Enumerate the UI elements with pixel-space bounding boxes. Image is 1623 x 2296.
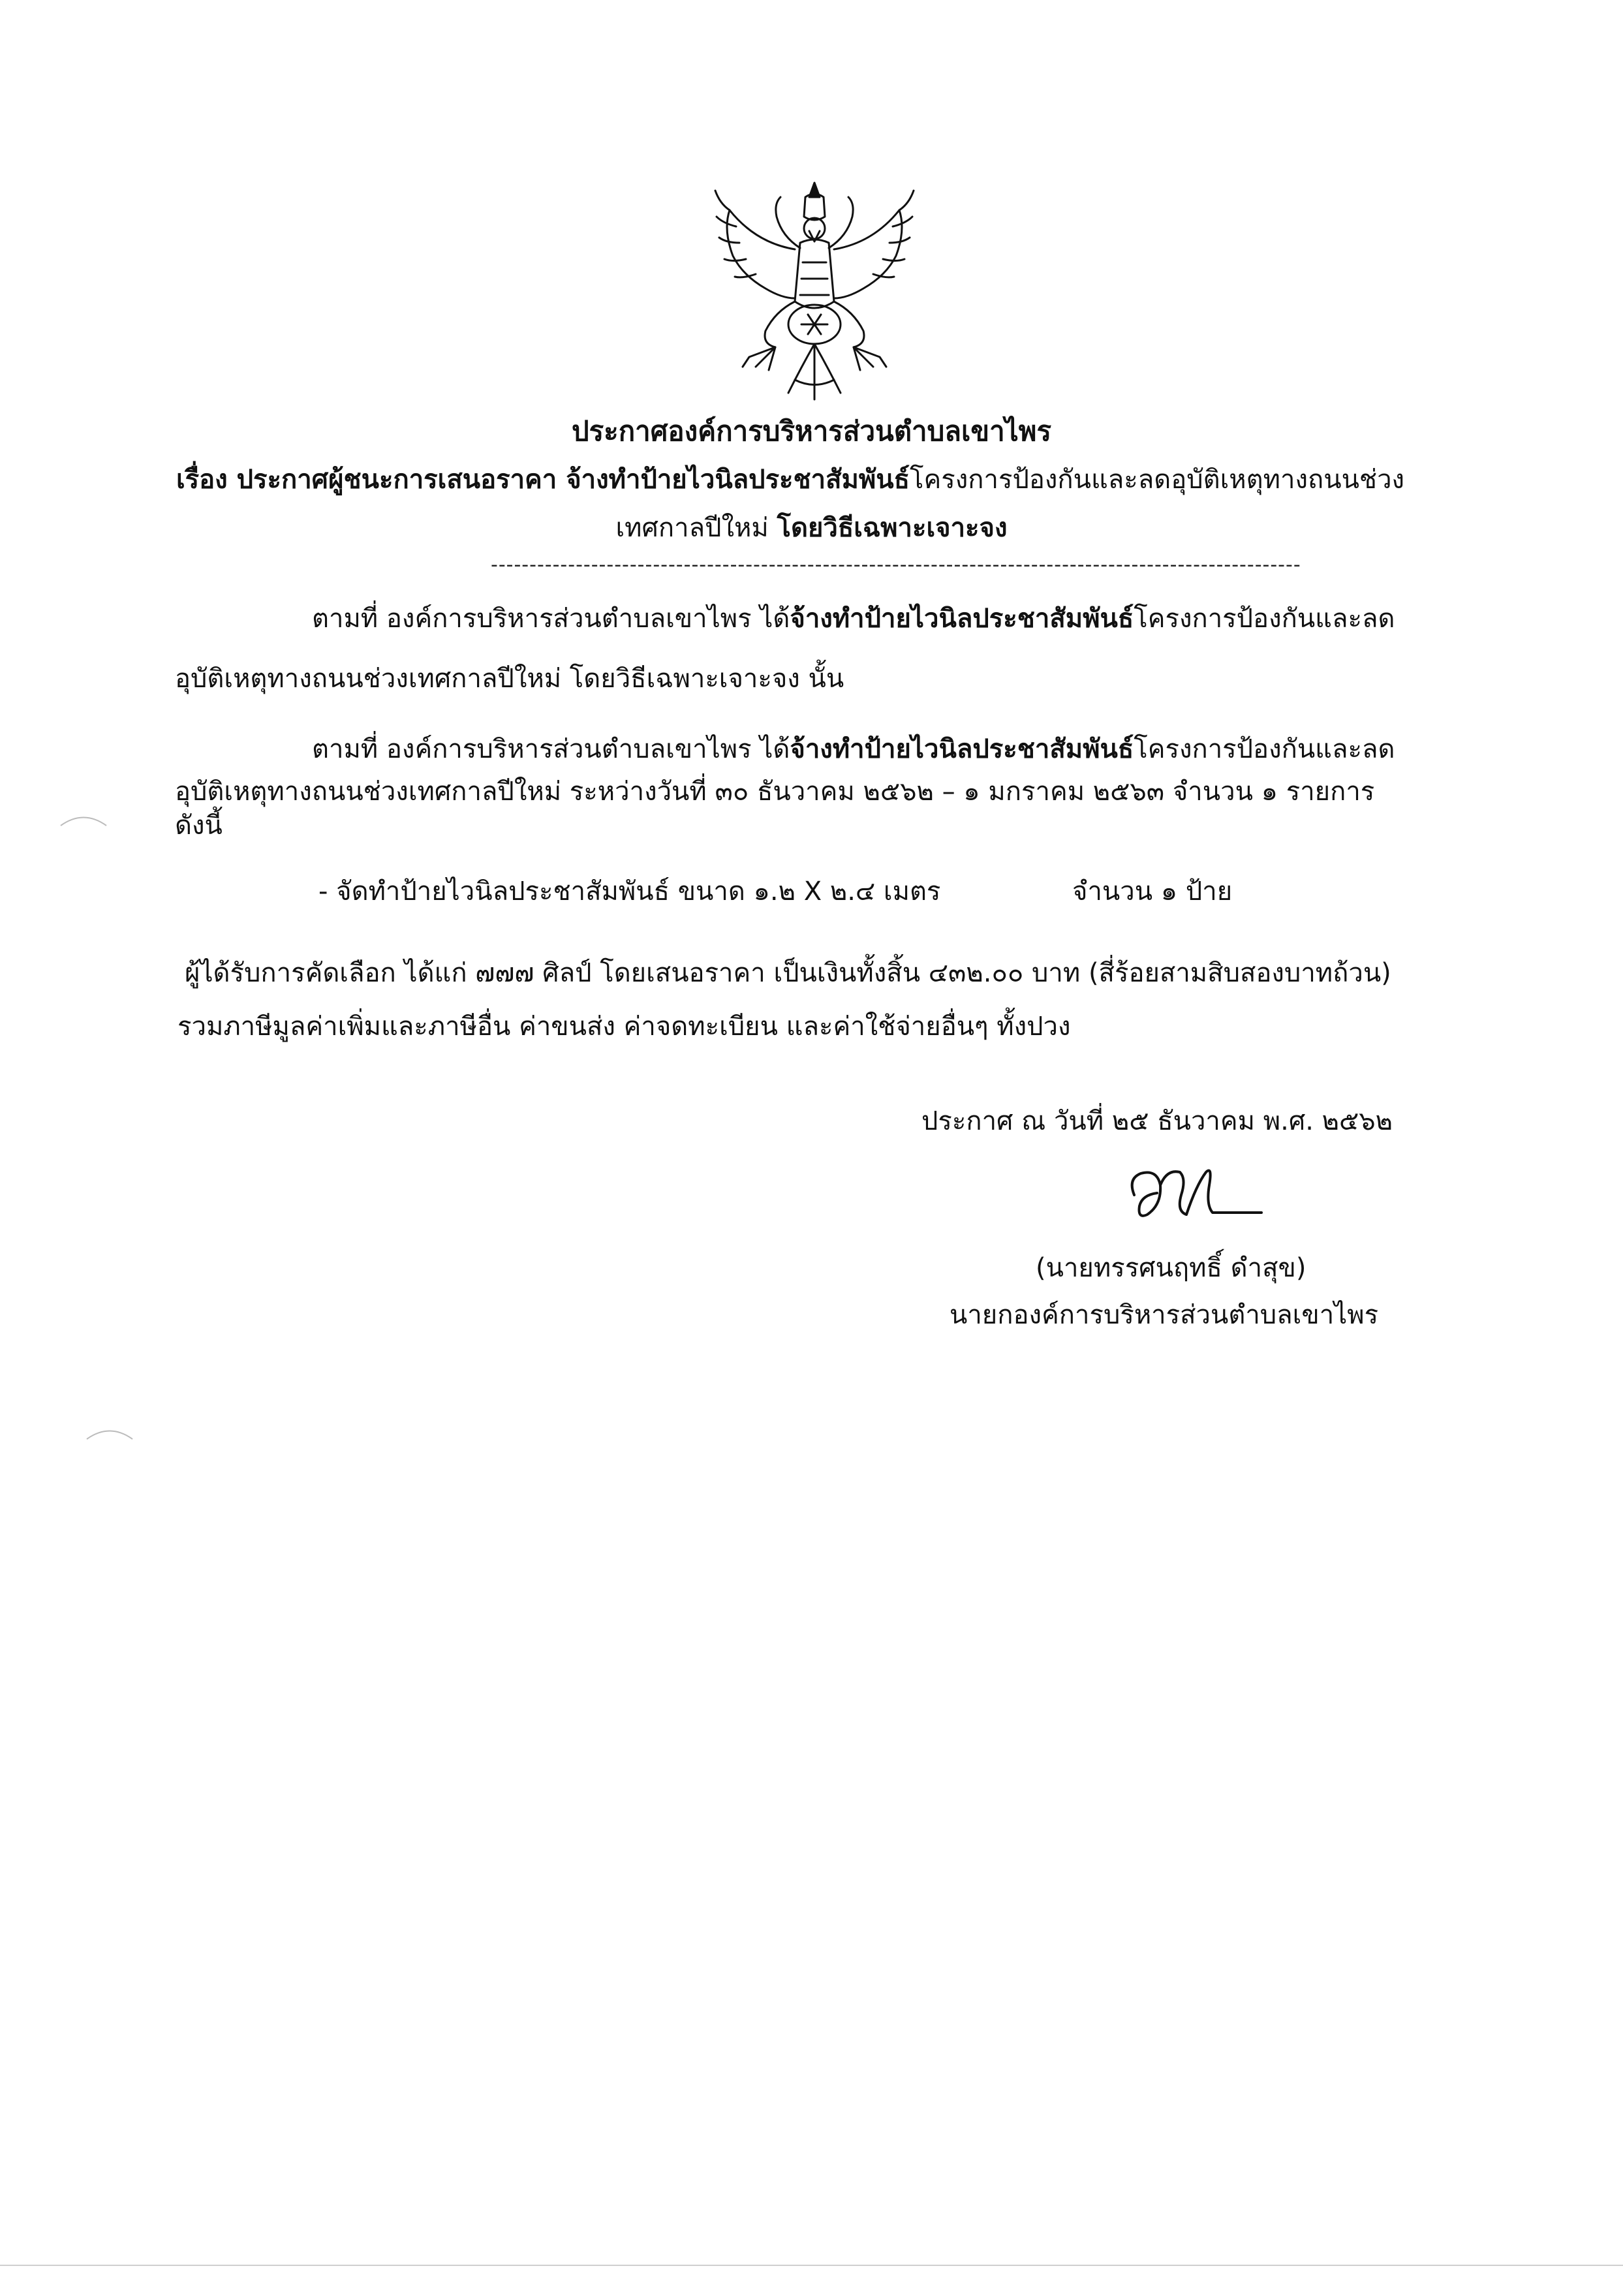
paragraph-2-line-2: อุบัติเหตุทางถนนช่วงเทศกาลปีใหม่ ระหว่างวันที่ ๓๐ ธันวาคม ๒๕๖๒ – ๑ มกราคม ๒๕๖๓ จำนวน ๑ รายการ: [175, 777, 1375, 807]
scan-edge-line: [0, 2265, 1623, 2266]
item-description: - จัดทำป้ายไวนิลประชาสัมพันธ์ ขนาด ๑.๒ X ๒.๔ เมตร: [318, 877, 941, 907]
p1-l1-a: ตามที่ องค์การบริหารส่วนตำบลเขาไพร ได้: [312, 604, 790, 634]
garuda-emblem-icon: [703, 171, 925, 405]
p1-l1-c: โครงการป้องกันและลด: [1134, 604, 1395, 634]
signer-name: (นายทรรศนฤทธิ์ ดำสุข): [1036, 1253, 1306, 1283]
subject-prefix: เรื่อง: [176, 465, 237, 495]
handwritten-signature: [1121, 1159, 1271, 1231]
punch-hole-mark: [84, 1423, 136, 1442]
subject-bold-1: ประกาศผู้ชนะการเสนอราคา จ้างทำป้ายไวนิลประชาสัมพันธ์: [236, 465, 910, 495]
p1-l1-b: จ้างทำป้ายไวนิลประชาสัมพันธ์: [790, 604, 1134, 634]
signer-position: นายกองค์การบริหารส่วนตำบลเขาไพร: [950, 1300, 1379, 1330]
paragraph-3-line-1: ผู้ได้รับการคัดเลือก ได้แก่ ๗๗๗ ศิลป์ โดยเสนอราคา เป็นเงินทั้งสิ้น ๔๓๒.๐๐ บาท (สี่ร้อยสามสิบสองบาทถ้วน): [185, 958, 1391, 988]
announcement-date: ประกาศ ณ วันที่ ๒๕ ธันวาคม พ.ศ. ๒๕๖๒: [921, 1106, 1393, 1136]
p2-l1-a: ตามที่ องค์การบริหารส่วนตำบลเขาไพร ได้: [312, 734, 790, 764]
p2-l1-b: จ้างทำป้ายไวนิลประชาสัมพันธ์: [790, 734, 1134, 764]
paragraph-1-line-1: [312, 597, 1395, 639]
document-title: ประกาศองค์การบริหารส่วนตำบลเขาไพร: [571, 415, 1052, 447]
subject-line2-normal: เทศกาลปีใหม่: [615, 513, 777, 543]
paragraph-3-line-2: รวมภาษีมูลค่าเพิ่มและภาษีอื่น ค่าขนส่ง ค่าจดทะเบียน และค่าใช้จ่ายอื่นๆ ทั้งปวง: [178, 1012, 1071, 1042]
divider-line: ---------------------------------------------------------------------------------------------------------: [491, 553, 1301, 576]
subject-line-2: [0, 506, 1623, 548]
subject-rest-1: โครงการป้องกันและลดอุบัติเหตุทางถนนช่วง: [910, 465, 1405, 495]
p2-l1-c: โครงการป้องกันและลด: [1134, 734, 1395, 764]
subject-line-1: [176, 458, 1404, 500]
item-quantity: จำนวน ๑ ป้าย: [1072, 877, 1233, 907]
paragraph-1-line-2: อุบัติเหตุทางถนนช่วงเทศกาลปีใหม่ โดยวิธีเฉพาะเจาะจง นั้น: [175, 664, 844, 694]
paragraph-2-line-1: [312, 728, 1395, 769]
paragraph-2-line-3: ดังนี้: [175, 811, 223, 841]
subject-line2-bold: โดยวิธีเฉพาะเจาะจง: [777, 513, 1008, 543]
punch-hole-mark: [57, 809, 110, 829]
